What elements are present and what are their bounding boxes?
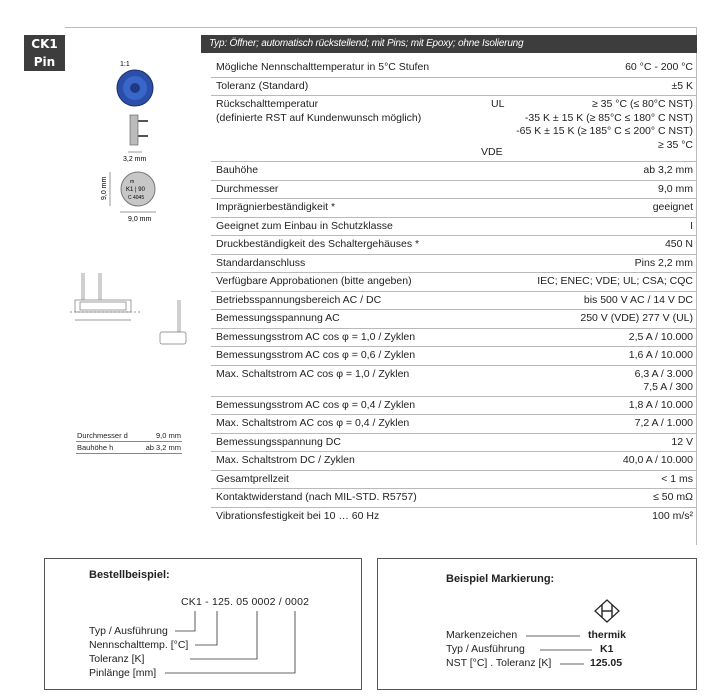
technical-drawings <box>70 60 205 480</box>
spec-row-rst: Rückschalttemperatur (definierte RST auf Kundenwunsch möglich) UL VDE ≥ 35 °C (≤ 80°C NST) -35 K ± 15 K (≥ 85°C ≤ 180° C NST) -65 K ± 15 K (≥ 185° C ≤ 200° C NST) ≥ 35 °C <box>211 96 697 162</box>
spec-header: Typ: Öffner; automatisch rückstellend; mit Pins; mit Epoxy; ohne Isolierung <box>201 35 697 53</box>
scale-label: 1:1 <box>120 61 130 68</box>
spec-row: Druckbeständigkeit des Schaltergehäuses * 450 N <box>211 236 697 255</box>
dim-height: 9,0 mm <box>101 176 108 200</box>
spec-row: Max. Schaltstrom DC / Zyklen 40,0 A / 10.000 <box>211 452 697 471</box>
spec-row: Bauhöhe ab 3,2 mm <box>211 162 697 181</box>
spec-row: Bemessungsspannung DC 12 V <box>211 434 697 453</box>
order-item-type: Typ / Ausführung <box>89 625 168 637</box>
spec-row: Bemessungsstrom AC cos φ = 0,6 / Zyklen 1,6 A / 10.000 <box>211 347 697 366</box>
spec-row: Imprägnierbeständigkeit * geeignet <box>211 199 697 218</box>
spec-row-max-ac: Max. Schaltstrom AC cos φ = 1,0 / Zyklen 6,3 A / 3.000 7,5 A / 300 <box>211 366 697 397</box>
order-item-pin-length: Pinlänge [mm] <box>89 667 157 679</box>
thermostat-side-view <box>130 115 138 145</box>
marking-connector-lines <box>378 559 698 691</box>
spec-row: Toleranz (Standard) ±5 K <box>211 78 697 97</box>
spec-row: Durchmesser 9,0 mm <box>211 181 697 200</box>
marking-value-type: K1 <box>600 643 614 655</box>
marking-label-brand: Markenzeichen <box>446 629 518 641</box>
order-code: CK1 - 125. 05 0002 / 0002 <box>181 596 310 608</box>
type-tag-ck1: CK1 <box>24 35 65 53</box>
dimension-table <box>76 430 182 454</box>
marking-value-nst: 125.05 <box>590 657 623 669</box>
order-item-tolerance: Toleranz [K] <box>89 653 145 665</box>
marking-label-type: Typ / Ausführung <box>446 643 525 655</box>
svg-text:m: m <box>130 179 135 185</box>
spec-row: Bemessungsstrom AC cos φ = 0,4 / Zyklen 1,8 A / 10.000 <box>211 397 697 416</box>
marking-example-box <box>377 558 697 690</box>
spec-table <box>211 59 697 525</box>
order-title: Bestellbeispiel: <box>89 569 170 581</box>
dim-width-small: 3,2 mm <box>123 156 147 163</box>
drawing-svg <box>70 60 205 480</box>
order-connector-lines <box>45 559 363 691</box>
spec-row: Verfügbare Approbationen (bitte angeben) IEC; ENEC; VDE; UL; CSA; CQC <box>211 273 697 292</box>
marking-title: Beispiel Markierung: <box>446 573 555 585</box>
marking-label-nst: NST [°C] . Toleranz [K] <box>446 657 552 669</box>
spec-row: Vibrationsfestigkeit bei 10 … 60 Hz 100 m/s² <box>216 509 693 522</box>
spec-row: Bemessungsstrom AC cos φ = 1,0 / Zyklen 2,5 A / 10.000 <box>211 329 697 348</box>
spec-row: Max. Schaltstrom AC cos φ = 0,4 / Zyklen 7,2 A / 1.000 <box>211 415 697 434</box>
spec-row: Standardanschluss Pins 2,2 mm <box>211 255 697 274</box>
spec-row: Betriebsspannungsbereich AC / DC bis 500 V AC / 14 V DC <box>211 292 697 311</box>
spec-row: Bemessungsspannung AC 250 V (VDE) 277 V (UL) <box>211 310 697 329</box>
order-item-temp: Nennschalttemp. [°C] <box>89 639 189 651</box>
spec-row: Gesamtprellzeit < 1 ms <box>211 471 697 490</box>
spec-row: Mögliche Nennschalttemperatur in 5°C Stufen 60 °C - 200 °C <box>211 59 697 78</box>
spec-row: Geeignet zum Einbau in Schutzklasse I <box>211 218 697 237</box>
line-drawing-front <box>70 273 140 320</box>
svg-text:K1 | 90: K1 | 90 <box>126 187 145 193</box>
dim-width: 9,0 mm <box>128 216 152 223</box>
type-tag-pin: Pin <box>24 53 65 71</box>
svg-text:C 4045: C 4045 <box>128 195 145 201</box>
spec-row: Kontaktwiderstand (nach MIL-STD. R5757) ≤ 50 mΩ <box>211 489 697 508</box>
marking-value-brand: thermik <box>588 629 626 641</box>
line-drawing-side <box>160 300 186 344</box>
dim-row-height: Bauhöhe h ab 3,2 mm <box>77 443 181 452</box>
order-example-box <box>44 558 362 690</box>
dim-row-diameter: Durchmesser d 9,0 mm <box>77 431 181 440</box>
